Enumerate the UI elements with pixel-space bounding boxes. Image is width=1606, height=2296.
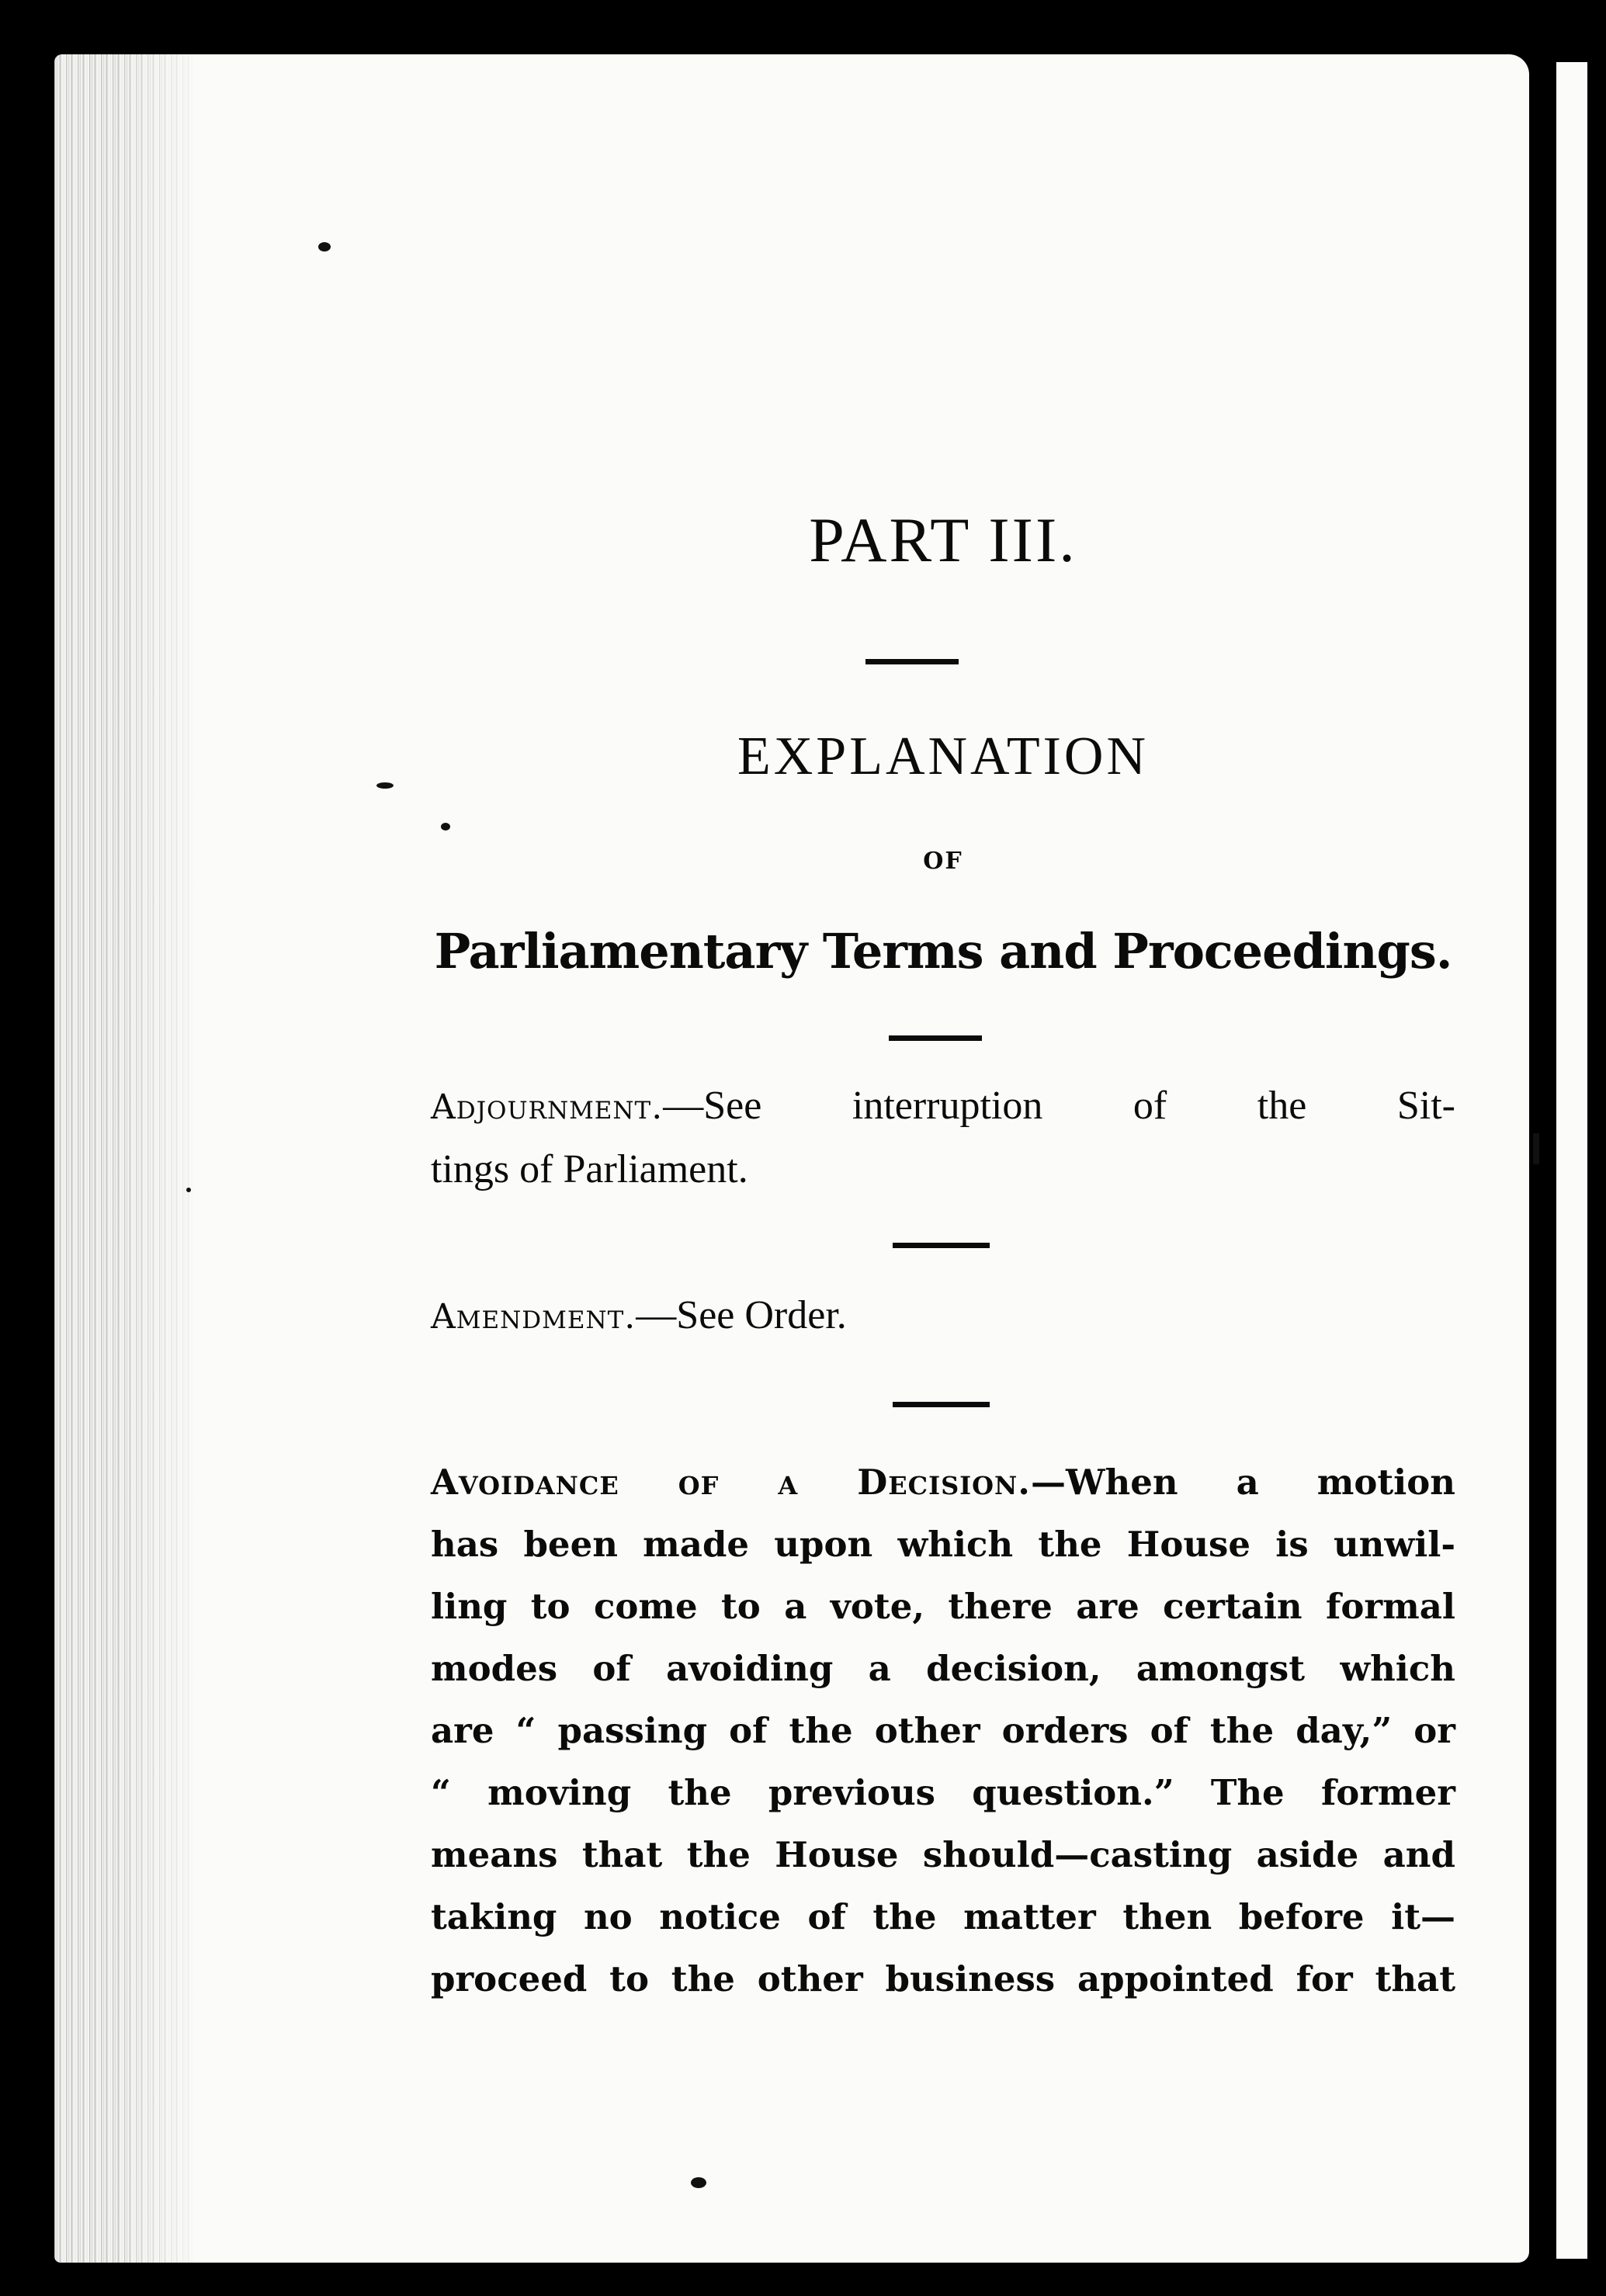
entry-amendment: [431, 1285, 1455, 1348]
entry-line: [431, 1285, 1455, 1348]
entry-line: tings of Parliament.: [431, 1147, 748, 1191]
entry-text: —See interruption of the Sit-: [663, 1084, 1455, 1128]
entry-line: “ moving the previous question.” The former: [431, 1772, 1455, 1813]
entry-line: are “ passing of the other orders of the day,” or: [431, 1710, 1455, 1751]
entry-line: [431, 1451, 1455, 1514]
ink-speck: [441, 823, 450, 831]
page-title: EXPLANATION: [737, 727, 1150, 786]
entry-avoidance-of-a-decision: [431, 1451, 1455, 2010]
entry-term: Amendment.: [431, 1297, 637, 1337]
divider-rule: [893, 1243, 990, 1248]
ink-speck: [691, 2177, 706, 2188]
page-subtitle: Parliamentary Terms and Proceedings.: [434, 923, 1452, 980]
entry-line: means that the House should—casting aside and: [431, 1834, 1455, 1875]
ink-speck: [376, 782, 394, 789]
divider-rule: [893, 1402, 990, 1407]
entry-term: Adjournment.: [431, 1087, 664, 1127]
entry-line: taking no notice of the matter then before it—: [431, 1896, 1455, 1937]
ink-speck: [318, 242, 331, 251]
entry-text: —When a motion: [1030, 1462, 1455, 1503]
part-heading: PART III.: [809, 505, 1077, 575]
entry-line: proceed to the other business appointed for that: [431, 1958, 1455, 1999]
next-page-edge: [1556, 62, 1587, 2259]
title-connector: OF: [923, 848, 963, 875]
ink-speck: [186, 1188, 191, 1192]
entry-text: —See Order.: [636, 1293, 847, 1337]
entry-line: has been made upon which the House is unwil-: [431, 1524, 1455, 1565]
entry-term: Avoidance of a Decision.: [431, 1462, 1031, 1503]
entry-line: ling to come to a vote, there are certain formal: [431, 1586, 1455, 1627]
entry-line: modes of avoiding a decision, amongst which: [431, 1648, 1455, 1689]
entry-adjournment: [431, 1075, 1455, 1201]
divider-rule: [865, 659, 959, 664]
ink-speck: [1533, 1133, 1539, 1164]
gutter-fade: [116, 54, 210, 2263]
entry-line: [431, 1075, 1455, 1139]
divider-rule: [889, 1035, 982, 1041]
